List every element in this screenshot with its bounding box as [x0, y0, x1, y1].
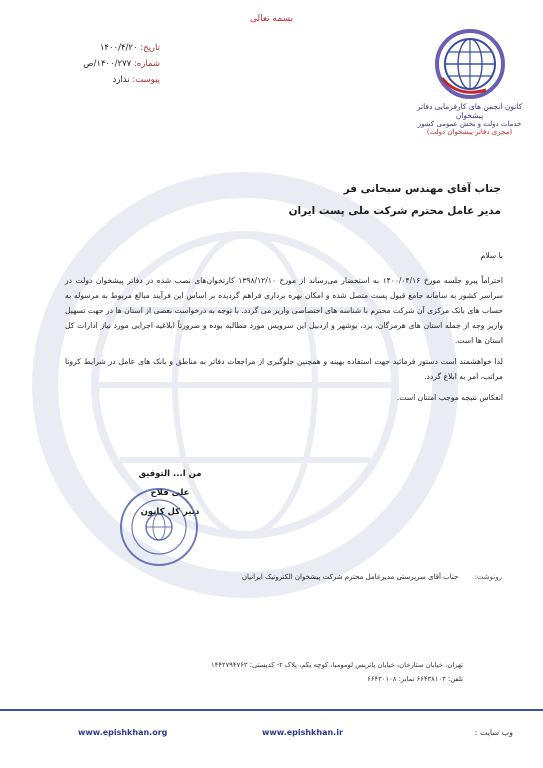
greeting: با سلام: [480, 251, 503, 260]
date-value: ۱۴۰۰/۴/۲۰: [99, 43, 138, 53]
org-name-block: [412, 102, 527, 136]
letter-meta: [40, 40, 160, 88]
website-link-ir[interactable]: www.epishkhan.ir: [262, 728, 343, 737]
addressee-name: جناب آقای مهندس سبحانی فر: [343, 183, 501, 195]
body-paragraph-1: احتراماً پیرو جلسه مورخ ۱۴۰۰/۰۴/۱۶ به استحضار می‌رساند از مورخ ۱۳۹۸/۱۲/۱۰ کارتخوان‌های نصب شده در دفاتر پیشخوان دولت در سراسر کشور به سامانه جامع قبول پست متصل شده و امکان بهره برداری فراهم گردیده بر اساس این فرآیند مبالغ مربوط به مرسوله به حساب های بانک مرکزی آن شرکت محترم با شناسه های اختصاصی واریز می گردد. با توجه به درخواست بعضی از استان ها در جهت تسهیل واریز وجه از جمله استان های هرمزگان، یزد، بوشهر و اردبیل این سرویس مورد مطالبه بوده و ضرورتاً ابلاغیه اجرایی مورد نیاز ادارات کل استان ها است.: [65, 276, 504, 345]
cc-recipient: جناب آقای سرپرستی مدیرعامل محترم شرکت پیشخوان الکترونیک ایرانیان: [241, 573, 459, 581]
footer-address-block: [211, 658, 463, 686]
website-label: وب سایت :: [474, 728, 513, 737]
number-row: [40, 56, 160, 72]
body-paragraph-3: انعکاس نتیجه موجب امتنان است.: [396, 393, 503, 402]
org-name-line2: خدمات دولت و بخش عمومی کشور: [417, 120, 522, 128]
website-link-org[interactable]: www.epishkhan.org: [78, 728, 168, 737]
number-label: شماره:: [133, 59, 160, 69]
addressee-block: [289, 178, 501, 222]
number-value: ۱۴۰۰/۲۷۷/ص: [83, 59, 132, 69]
website-footer: [30, 728, 513, 742]
carbon-copy: [40, 573, 502, 581]
phone-fax: تلفن: ۶۶۴۳۸۱۰۳ نمابر: ۶۶۴۳۰۱۰۸: [367, 675, 463, 683]
postal-address: تهران، خیابان ستارخان، خیابان پاتریس لومومبا، کوچه یکم، پلاک ۲- کدپستی: ۱۴۴۲۷۹۴۷۶۳: [211, 661, 463, 669]
attachment-row: [40, 72, 160, 88]
letter-body: [65, 248, 503, 411]
org-logo: [412, 28, 527, 136]
attachment-value: ندارد: [112, 75, 130, 85]
signatory-name: علی فلاح: [150, 488, 190, 498]
signatory-title: دبیر کل کانون: [140, 507, 200, 517]
date-row: [40, 40, 160, 56]
attachment-label: پیوست:: [132, 75, 160, 85]
date-label: تاریخ:: [140, 43, 160, 53]
addressee-title: مدیر عامل محترم شرکت ملی پست ایران: [288, 205, 501, 217]
org-name-line3: (مجری دفاتر پیشخوان دولت): [426, 128, 513, 136]
cc-label: رونوشت:: [474, 573, 502, 581]
footer-divider: [0, 709, 543, 711]
org-name-line1: کانون انجمن های کارفرمایی دفاتر پیشخوان: [416, 102, 523, 120]
globe-logo-icon: [434, 28, 506, 100]
signature-closing: من ا... التوفیق: [138, 469, 202, 479]
body-paragraph-2: لذا خواهشمند است دستور فرمائید جهت استفاده بهینه و همچنین جلوگیری از مراجعات دفاتر به مناطق و بانک های عامل در شرایط کرونا مراتب، امر به ابلاغ گردد.: [65, 357, 503, 381]
official-stamp-icon: [118, 486, 200, 568]
bismillah-heading: بسمه تعالی: [249, 14, 294, 24]
